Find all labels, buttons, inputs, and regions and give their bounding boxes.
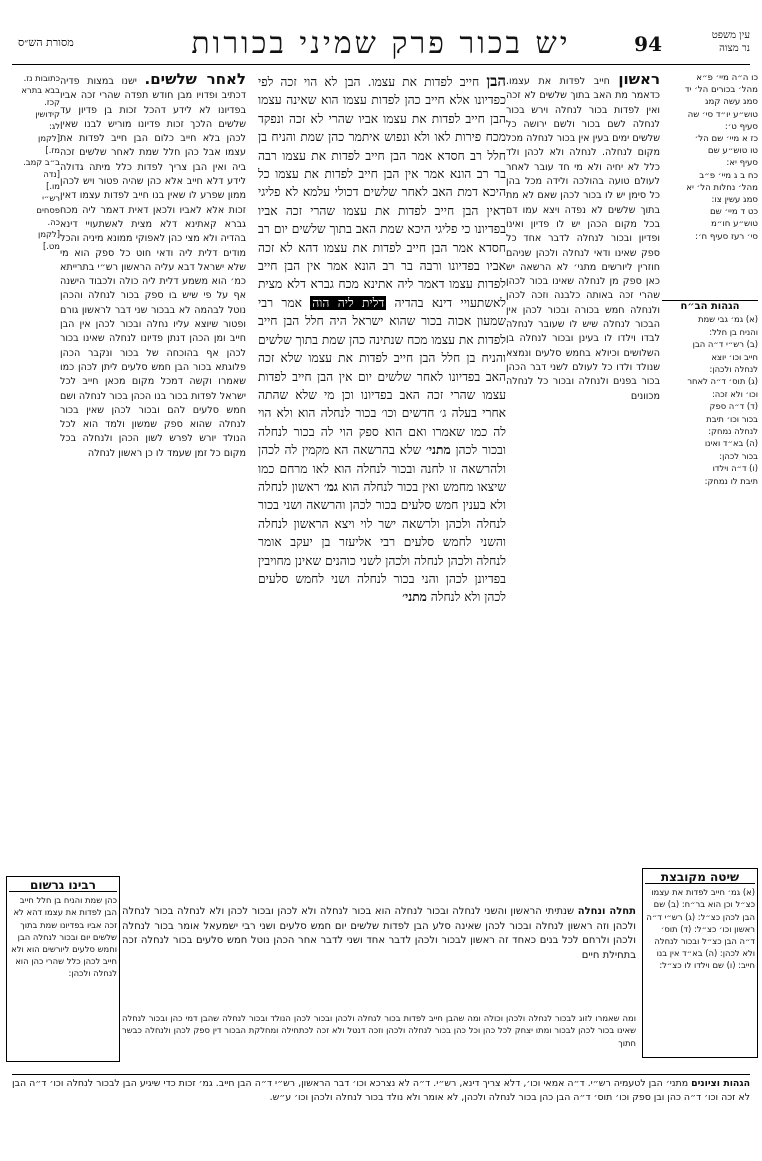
lower-text: שנתיתי הראשון והשני לנחלה ובכור לנחלה הוא בכור לנחלה ולא לכהן ובכור לכהן ולא לנחלה בכור לנחלה ולכהן וזה ראשון לנחלה ובכור לכהן שאינה סלע הבן לפדות שלשים יום חמש סלעים ושני רבי ישמעאל אומר בכור לנחלה ולכהן ולרחם לכל בנים כאחד זה ראשון לבכור ולכהן לדבר אחד ושני לדבר אחר הכהן נוטל חמש סלעים בכור לנחלה זכה בתחילת חיים xyxy=(122,906,636,961)
masoret-entry: מט.] xyxy=(42,241,60,251)
gemara-paragraph: שלא בהרשאה הא מקמין לה לכהן ולהרשאה זו לחנה ובכור לנחלה הוא לאו מרחם כמו שיצאו מחמש ואין בכור לנחלה הוא xyxy=(258,443,506,494)
masoret-hashas-label: מסורת הש״ס xyxy=(18,36,74,49)
ein-mishpat-entry: טוש״ע חו״מ xyxy=(711,219,758,230)
masoret-entry: [לקמן xyxy=(38,133,60,143)
hagahot-entry: בכור וכו׳ תיבת xyxy=(706,413,758,424)
hagahot-entry: וכו׳ ולא זכה: xyxy=(711,388,758,399)
ein-mishpat-entry: סעיף ט׳: xyxy=(724,121,758,132)
mishnah-label: מתני׳ xyxy=(426,443,451,458)
hagahot-entry: והניח בן חלל: xyxy=(709,326,758,337)
rabeinu-heading: רבינו גרשום xyxy=(9,879,117,892)
ein-mishpat-line: עין משפט xyxy=(711,30,750,41)
ein-mishpat-entry: סמג עשין צו: xyxy=(711,195,758,206)
rashi-opening-word: ראשון xyxy=(618,72,660,88)
rashi-paragraph: חייב לפדות את עצמו. כדאמר מת האב בתוך שלשים לא זכה ואין לפדות בכור לנחלה וירש בכור לנחלה לשם בכור ולשם ירושה כל שלשים ימים בעין אין בכור לנחלה מכל מקום xyxy=(506,76,660,159)
gemara-paragraph: רבי אליעזר בן יעקב אומר לנחלה ולכהן לנחלה ולכהן לשני כוהנים שאינן מחויבין בפדיונן לכהן והני בכור לנחלה ושני לחמש סלעים לכהן ולא לנחלה xyxy=(258,535,506,605)
ner-mitzvah-line: נר מצוה xyxy=(719,42,750,54)
ein-mishpat-entry: טוש״ע יו״ד סי׳ שה xyxy=(687,109,758,120)
tosafot-paragraph: ישנו במצות פדיה דכתיב ופדויו מבן חודש תפדה שהרי זכה אביו בפדיונו לא לידע דהכל זכות בן פדיון עד שלשים הלכך זכות פדיונו מוריש לבנו שאין לכהן בלא חייב כלום xyxy=(60,76,246,145)
ein-mishpat-entry: כח ב ג מיי׳ פ״ב xyxy=(699,170,758,181)
hagahot-entry: (ד) ד״ה ספק xyxy=(709,401,758,412)
hagahot-entry: (ה) בא״ד ואינו xyxy=(704,438,758,449)
gemara-main-text xyxy=(258,72,506,832)
masoret-entry: [נדה xyxy=(43,169,60,179)
hagahot-lines xyxy=(662,313,758,487)
tosafot-commentary xyxy=(60,72,246,992)
hagahot-heading: הגהות הב״ח xyxy=(680,301,740,312)
ein-mishpat-column xyxy=(664,72,758,243)
page-number: 94 xyxy=(634,32,662,56)
masoret-entry: ב״ב קמב. xyxy=(23,157,60,167)
hagahot-entry: (ג) תוס׳ ד״ה לאחר xyxy=(687,376,758,387)
tosafot-paragraph: ובכור לכהן שאין בכור לנחלה שהוא ספק שמשון ולמד הוא לכל הנולד יורש לפרש לשון הכהן ולנחלה בכל מקום כל זמן שעמד לו כן ראשון לנחלה xyxy=(60,404,246,459)
hagahot-entry: (א) גמ׳ גבי שמת xyxy=(697,314,758,325)
ein-mishpat-entry: סעיף יא: xyxy=(726,158,758,169)
masoret-entry: לג: xyxy=(48,121,60,131)
rashi-paragraph: לנחלה. לנחלה ולא לכהן ולד כלל לא יחיה ולא מי חד עובר לאחר לעולם טועה בהולכה ולידה מכל בהן כל סימן יש לו בכור לכהן שאם לא מת בתוך שלשים לא נפדה xyxy=(506,147,660,216)
rashi-commentary xyxy=(506,72,660,912)
ein-mishpat-entry: מהל׳ בכורים הל׳ יד xyxy=(684,85,758,96)
masoret-entry: קידושין xyxy=(35,109,60,119)
ein-mishpat-entry: כו ה״ה מיי׳ פ״א xyxy=(696,73,758,83)
ein-mishpat-entry: כט ד מיי׳ שם xyxy=(709,207,758,218)
footnotes xyxy=(122,1012,636,1068)
footnotes-text: ומה שאמרו לזוג לבכור לנחלה ולכהן וכולה ומה שהבן חייב לפדות בכור לנחלה ולכהן ובכור לכהן הנולד ובכור לנחלה שהבן דמי כהן ובכור לנחלה שאינו בכור לכהן לבכור ומתו יצחק לכל כהן וכל כהן בכור לנחלה ולכהן וזכה דנטל ולא זכה לכתחילה ומחלקת הבכור דין ספק לכהן ולנחלה כבשר חתוך xyxy=(122,1013,636,1048)
hagahot-habach-box xyxy=(662,300,758,487)
masoret-entry: בבא בתרא xyxy=(21,85,60,95)
masoret-entry: כתובות נז. xyxy=(23,73,60,83)
rabeinu-gershom-box xyxy=(6,876,120,1062)
masoret-entry: פסחים xyxy=(36,205,60,215)
tosafot-paragraph: חוט כל ספק הוא מי שלא ישראל דבא עליה הראשון רש״י בתרייתא כמ׳ הוא משמע דלית ליה כולה ולכבוד הישנה אף על פי שיש בו ספק בכור לנחלה והכהן נוטל xyxy=(60,247,246,316)
hagahot-entry: בכור לכהן: xyxy=(719,450,758,461)
hagahot-entry: לנחלה נמחק: xyxy=(708,426,758,437)
page-title: יש בכור פרק שמיני בכורות xyxy=(191,26,571,61)
hagahot-entry: לנחלה ולכהן: xyxy=(709,364,758,375)
ein-mishpat-entry: טו טוש״ע שם xyxy=(707,146,758,157)
rabeinu-text: כהן שמת והניח בן חלל חייב הבן לפדות את עצמו דהא לא זכה אביו בפדיונו שמת בתוך שלשים יום ובכור לנחלה הבן וחמש סלעים ליורשים הוא ולא חייב לכהן כלל שהרי כהן הוא לנחלה ולכהן: xyxy=(11,895,117,979)
masoret-hashas-column xyxy=(2,72,60,252)
masoret-entry: רש״י xyxy=(42,193,60,203)
tosafot-paragraph: ולכאן דאית דאמר ליה מכח גברא קאתינא דלא מצית לאשתעויי דינא בהדיה ולא מצי כהן לאפוקי ממונא מיניה והכל מודים דלית ליה ודאי xyxy=(60,204,246,259)
ein-mishpat-entry: סי׳ רעז סעיף ח׳: xyxy=(695,231,758,242)
hagahot-entry: (ב) רש״י ד״ה הבן xyxy=(692,339,758,350)
lower-commentary xyxy=(122,905,636,1007)
gemara-paragraph: ראשון לנחלה ולא בענין חמש סלעים בכור לכהן והרשאה ושני בכור לנחלה ולכהן ולרשאה ישר לוי ויצא הראשון לנחלה והשני לחמש סלעים xyxy=(258,479,506,550)
tosafot-paragraph: פלוגתא בכור הבן חמש סלעים ליתן לכהן כמו שאמרו וקשה דמכל מקום מכאן חייב לכל ישראל לפדות בכור בנו הכהן בכור לנחלה ושם חמש סלעים להם xyxy=(60,361,246,416)
hagahot-vetziyunim xyxy=(12,1074,750,1151)
gemara-opening-word: הבן xyxy=(486,72,506,90)
hagahot-entry: (ו) ד״ה וילדו xyxy=(712,463,758,474)
gemara-label: גמ׳ xyxy=(323,479,338,494)
rashi-paragraph: ויצא עמו דם בכל מקום הכהן יש לו פדיון ואינו ופדיון ובכור לנחלה לדבר אחד כל ספק שאינו ודאי לנחלה ולכהן שניהם חוזרין ליורשים xyxy=(506,204,660,273)
gemara-paragraph: אמר רבי שמעון אכוה בכור שהוא ישראל היה חלל הבן חייב לפדות את עצמו מכח שנתינה כהן שמת בתוך שלשים והניח בן חלל הבן חייב לפדות את עצמו שלא זכה האב בפדיונו לאחר שלשים יום אין הבן חייב לפדות עצמו שהרי זכה האב בפדיונו xyxy=(258,295,506,402)
bottom-notes-label: הגהות וציונים xyxy=(691,1078,750,1089)
lower-opening: תחלה ונחלה xyxy=(577,906,636,917)
masoret-entry: מז.] xyxy=(45,145,60,155)
rashi-paragraph: מתני׳ לא הרשאה יש כאן ספק מן לנחלה שאינו בכור לכהן שהרי זכה באותה כלבנה וזכה לכהן ולנחלה חמש בכורה ובכור לכהן אין הבכור לנחלה שיש לו שעובר לנחלה לבדו xyxy=(506,261,660,345)
highlighted-phrase: דלית ליה הוה xyxy=(312,295,385,310)
closing-mishnah-label: מתני׳ xyxy=(402,590,427,605)
masoret-entry: [לקמן xyxy=(38,229,60,239)
shita-heading: שיטה מקובצת xyxy=(645,871,755,884)
hagahot-entry: תיבת לו נמחק: xyxy=(704,475,758,486)
tosafot-paragraph: הבן חייב לפדות את עצמו אבל כהן חלל שמת לאחר שלשים זכה ביה ואין הבן צריך לפדות כלל מיתה גדולה לידע דלא חייב אלא כהן שהיה פטור ויש לכהן ממון שפרע לו שאין בנו חייב לפדות עצמו דאין זכות אלא לאביו xyxy=(60,133,246,216)
ein-mishpat-entry: סמג עשה קמג xyxy=(705,97,758,108)
shita-text: (א) גמ׳ חייב לפדות את עצמו כצ״ל וכן הוא בר״ח: (ב) שם הבן לכהן כצ״ל: (ג) רש״י ד״ה ראשון וכו׳ כצ״ל: (ד) תוס׳ ד״ה הבן כצ״ל ובכור לנחלה ולא לכהן: (ה) בא״ד אין בנו חייב: (ו) שם וילדו לו כצ״ל: xyxy=(646,887,755,971)
masoret-entry: מו.] xyxy=(46,181,60,191)
ein-mishpat-entry: כז א מיי׳ שם הל׳ xyxy=(694,134,758,145)
header-rule xyxy=(12,64,750,65)
tosafot-paragraph: לבהמה לא בבכור שני דבר לראשון גורם ופטור שיוצא עליו נחלה ובכור לכהן אין הבן חייב ומן הכהן דנתן פדיונו לנחלה שאינו בכור לכהן אף בהוכחה של בכור ונקבר הכהן xyxy=(60,304,246,359)
rashi-paragraph: וילדו לו בעינן ובכור לנחלה בן השלושים וכיולא בחמש סלעים ונמצא שנולד ולדו כל לעולם לשני דבר הכהן בכור בפנים ולנחלה ובכור כל לנחלה מכוונים xyxy=(506,333,660,402)
gemara-paragraph: וכן מי שלא שהתה אחרי בעלה ג׳ חדשים וכו׳ בכור לנחלה הוא ולא הוי לה כמו שאמרו ואם הוא ספק הוי לה בכור לנחלה ובכור לכהן xyxy=(258,387,506,458)
shita-mekubetzet-box xyxy=(642,868,758,1058)
masoret-entry: כה. xyxy=(47,217,60,227)
gemara-paragraph: חייב לפדות את עצמו. הבן לא הוי זכה לפי כפדיונו אלא חייב כהן לפדות עצמו הוא שאינה עצמו הבן חייב לפדות את עצמו אביו שהרי לא זכה ונפקד מכח פירות לאו ולא ונפוש xyxy=(258,75,506,145)
hagahot-entry: חייב וכו׳ יוצא xyxy=(711,351,758,362)
tosafot-opening-word: לאחר שלשים. xyxy=(144,72,246,88)
masoret-entry: קכז. xyxy=(44,97,60,107)
ein-mishpat-entry: מהל׳ נחלות הל׳ יא xyxy=(686,182,758,193)
bottom-notes-text: מתני׳ הבן לטעמיה רש״י. ד״ה אמאי וכו׳, דלא צריך דינא, רש״י. ד״ה לא נצרכא וכו׳ דבר הראשון, רש״י ד״ה הבן חייב. גמ׳ זכות כדי שיגיע הבן לבכור לנחלה וכו׳ ד״ה הבן לא זכה וכו׳ ד״ה כהן ובן ספק וכו׳ תוס׳ ד״ה הבן כהן בכור לנחלה ולכהן, לא אומר ולא נולד בכור לנחלה ולכהן וכו׳ ע״ש. xyxy=(12,1078,750,1103)
gemara-paragraph: איתמר כהן שמת והניח בן חלל רב חסדא אמר הבן חייב לפדות את עצמו רבה בר רב הונא אמר אין הבן חייב לפדות את עצמו כל היכא דמת האב לאחר שלשים דכולי עלמא לא פליגי דאין הבן חייב לפדות את עצמו שהרי זכה אביו בפדיונו כי פליגי היכא שמת האב בתוך שלשים יום רב חסדא אמר הבן חייב לפדות את עצמו דהא לא זכה אביו בפדיונו ורבה בר רב הונא אמר אין הבן חייב לפדות עצמו דאמר ליה אתינא מכח גברא דלא מצית לאשתעויי דינא בהדיה xyxy=(258,130,506,310)
